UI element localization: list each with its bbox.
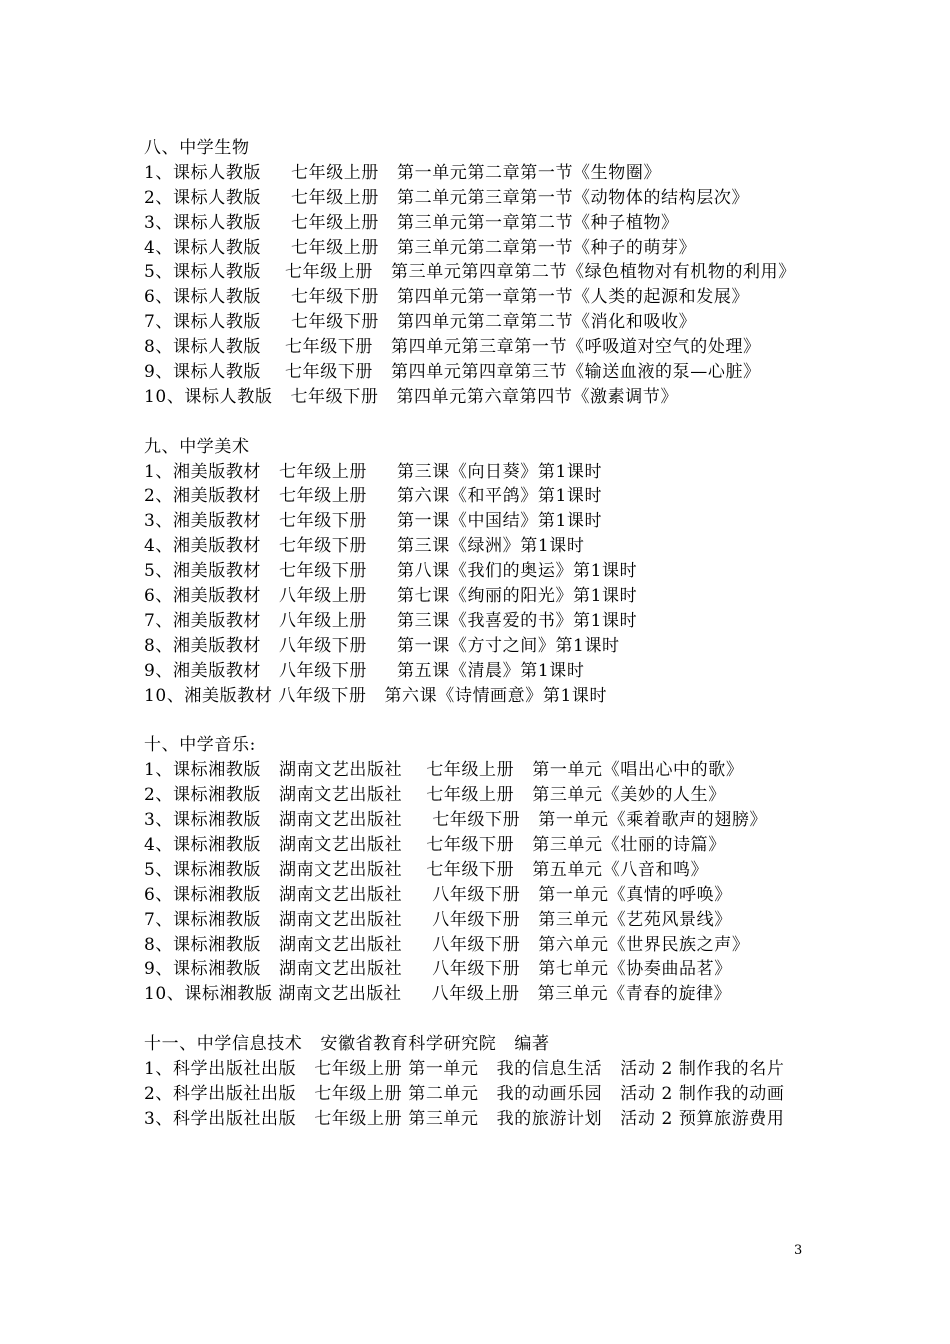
section-info-tech (144, 1032, 814, 1132)
section-heading: 十、中学音乐: (144, 735, 256, 756)
list-item: 3、课标人教版 七年级上册 第三单元第一章第二节《种子植物》 (144, 212, 679, 233)
list-item: 6、课标湘教版 湖南文艺出版社 八年级下册 第一单元《真情的呼唤》 (144, 884, 732, 905)
list-item: 6、湘美版教材 八年级上册 第七课《绚丽的阳光》第1课时 (144, 586, 638, 607)
list-item: 8、湘美版教材 八年级下册 第一课《方寸之间》第1课时 (144, 635, 620, 656)
list-item: 1、湘美版教材 七年级上册 第三课《向日葵》第1课时 (144, 461, 603, 482)
list-item: 7、课标人教版 七年级下册 第四单元第二章第二节《消化和吸收》 (144, 312, 697, 333)
list-item: 2、湘美版教材 七年级上册 第六课《和平鸽》第1课时 (144, 486, 603, 507)
list-item: 10、课标湘教版 湖南文艺出版社 八年级上册 第三单元《青春的旋律》 (144, 984, 732, 1005)
list-item: 3、科学出版社出版 七年级上册 第三单元 我的旅游计划 活动 2 预算旅游费用 (144, 1108, 785, 1129)
list-item: 5、课标湘教版 湖南文艺出版社 七年级下册 第五单元《八音和鸣》 (144, 859, 709, 880)
list-item: 10、湘美版教材 八年级下册 第六课《诗情画意》第1课时 (144, 685, 608, 706)
list-item: 7、湘美版教材 八年级上册 第三课《我喜爱的书》第1课时 (144, 610, 638, 631)
section-heading: 九、中学美术 (144, 436, 250, 457)
list-item: 8、课标人教版 七年级下册 第四单元第三章第一节《呼吸道对空气的处理》 (144, 337, 761, 358)
list-item: 1、课标湘教版 湖南文艺出版社 七年级上册 第一单元《唱出心中的歌》 (144, 760, 744, 781)
list-item: 2、课标湘教版 湖南文艺出版社 七年级上册 第三单元《美妙的人生》 (144, 785, 726, 806)
list-item: 9、课标人教版 七年级下册 第四单元第四章第三节《输送血液的泵—心脏》 (144, 362, 761, 383)
list-item: 1、课标人教版 七年级上册 第一单元第二章第一节《生物圈》 (144, 162, 662, 183)
list-item: 3、湘美版教材 七年级下册 第一课《中国结》第1课时 (144, 511, 603, 532)
section-art (144, 435, 814, 709)
section-spacer (144, 410, 814, 435)
list-item: 9、课标湘教版 湖南文艺出版社 八年级下册 第七单元《协奏曲品茗》 (144, 959, 732, 980)
section-heading: 八、中学生物 (144, 138, 250, 158)
list-item: 10、课标人教版 七年级下册 第四单元第六章第四节《激素调节》 (144, 386, 679, 407)
list-item: 2、科学出版社出版 七年级上册 第二单元 我的动画乐园 活动 2 制作我的动画 (144, 1083, 785, 1104)
list-item: 6、课标人教版 七年级下册 第四单元第一章第一节《人类的起源和发展》 (144, 287, 750, 308)
section-spacer (144, 1007, 814, 1032)
section-biology (144, 136, 814, 410)
list-item: 4、湘美版教材 七年级下册 第三课《绿洲》第1课时 (144, 536, 585, 557)
list-item: 4、课标湘教版 湖南文艺出版社 七年级下册 第三单元《壮丽的诗篇》 (144, 834, 726, 855)
list-item: 8、课标湘教版 湖南文艺出版社 八年级下册 第六单元《世界民族之声》 (144, 934, 750, 955)
document-body (144, 136, 814, 1132)
section-music (144, 733, 814, 1007)
list-item: 2、课标人教版 七年级上册 第二单元第三章第一节《动物体的结构层次》 (144, 187, 750, 208)
list-item: 5、课标人教版 七年级上册 第三单元第四章第二节《绿色植物对有机物的利用》 (144, 262, 796, 283)
section-spacer (144, 709, 814, 734)
list-item: 1、科学出版社出版 七年级上册 第一单元 我的信息生活 活动 2 制作我的名片 (144, 1058, 785, 1079)
section-heading: 十一、中学信息技术 安徽省教育科学研究院 编著 (144, 1034, 550, 1055)
list-item: 7、课标湘教版 湖南文艺出版社 八年级下册 第三单元《艺苑风景线》 (144, 909, 732, 930)
list-item: 5、湘美版教材 七年级下册 第八课《我们的奥运》第1课时 (144, 561, 638, 582)
list-item: 4、课标人教版 七年级上册 第三单元第二章第一节《种子的萌芽》 (144, 237, 697, 258)
list-item: 3、课标湘教版 湖南文艺出版社 七年级下册 第一单元《乘着歌声的翅膀》 (144, 810, 768, 831)
list-item: 9、湘美版教材 八年级下册 第五课《清晨》第1课时 (144, 660, 585, 681)
page-number: 3 (794, 1243, 803, 1258)
